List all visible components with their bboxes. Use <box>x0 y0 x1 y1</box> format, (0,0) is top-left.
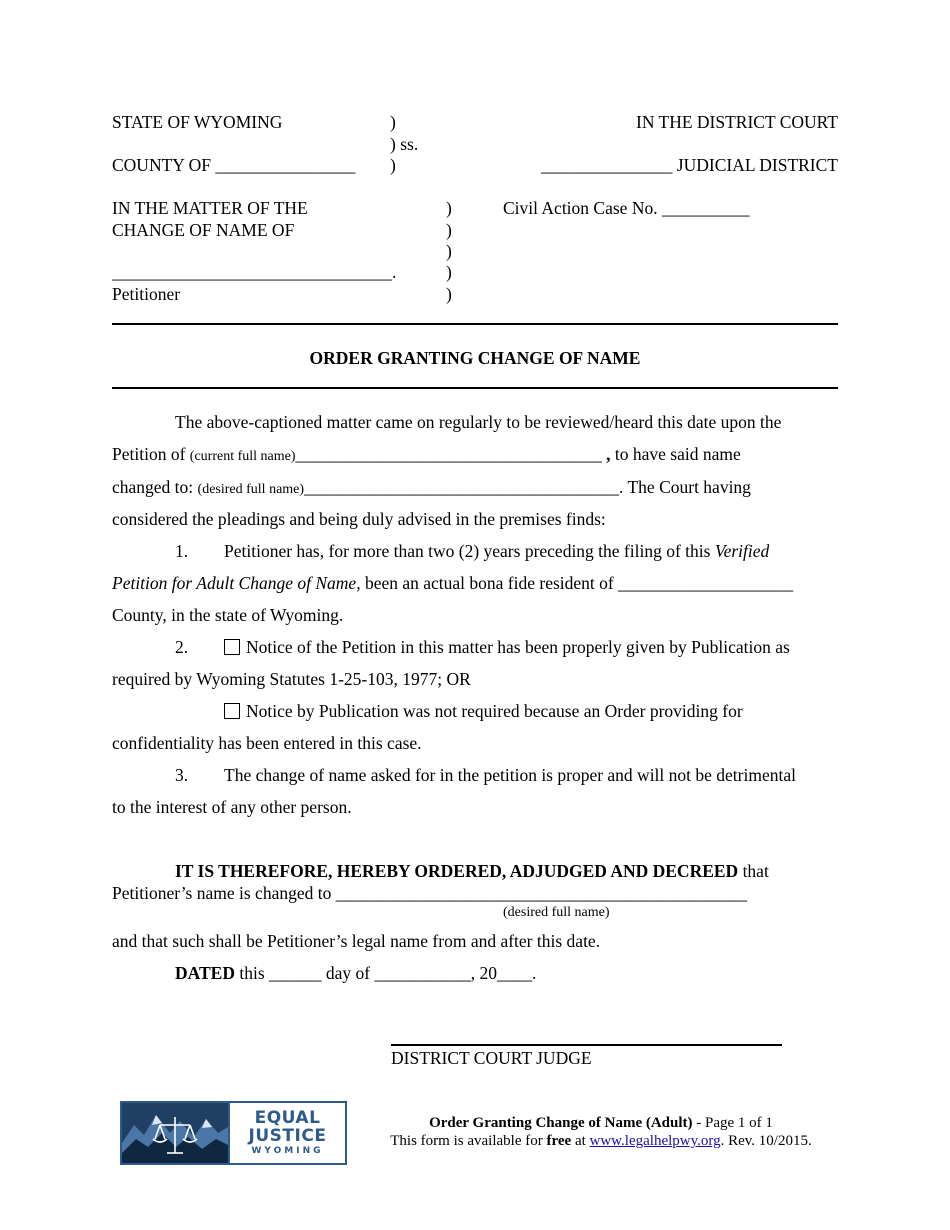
considered-line: considered the pleadings and being duly advised in the premises finds: <box>112 509 606 529</box>
legalhelp-link[interactable]: www.legalhelpwy.org <box>589 1133 721 1149</box>
item-2-number: 2. <box>175 637 189 657</box>
changed-to-text: changed to: <box>112 477 198 497</box>
signature-line <box>391 1044 782 1046</box>
mountain-scales-icon <box>122 1103 228 1163</box>
desired-name-field: ____________________________________ <box>304 477 620 497</box>
matter-line-1: IN THE MATTER OF THE <box>112 198 308 218</box>
case-number-field: Civil Action Case No. __________ <box>503 198 750 218</box>
logo-text-justice: JUSTICE <box>248 1126 327 1146</box>
judge-label: DISTRICT COURT JUDGE <box>391 1048 592 1068</box>
order-that: that <box>738 861 769 881</box>
item-1-italic: Verified <box>714 541 770 561</box>
item-2-option-1-text: Notice of the Petition in this matter has been properly given by Publication as <box>246 637 790 657</box>
changed-to-line <box>112 477 751 499</box>
comma: , <box>601 444 611 464</box>
footer-at: at <box>571 1133 590 1149</box>
dated-fields: this ______ day of ___________, 20____. <box>234 963 537 983</box>
item-1-number: 1. <box>175 541 189 561</box>
item-2-option-2-line-2: confidentiality has been entered in this case. <box>112 733 422 753</box>
order-decree-bold: IT IS THEREFORE, HEREBY ORDERED, ADJUDGED AND DECREED <box>175 861 739 881</box>
legal-name-line: and that such shall be Petitioner’s legal name from and after this date. <box>112 931 601 951</box>
caption-paren: ) <box>446 220 452 240</box>
footer-form-name: Order Granting Change of Name (Adult) <box>429 1115 693 1131</box>
document-title: ORDER GRANTING CHANGE OF NAME <box>309 348 641 368</box>
footer-form-title <box>341 1114 861 1132</box>
logo-mountain-scales-image <box>122 1103 228 1163</box>
footer-page: - Page 1 of 1 <box>692 1115 773 1131</box>
caption-paren: ) <box>390 112 396 132</box>
logo-text-equal: EQUAL <box>254 1108 321 1128</box>
order-line-1 <box>175 861 769 882</box>
item-3-number: 3. <box>175 765 189 785</box>
current-name-field: ___________________________________ <box>295 444 602 464</box>
petition-of-line <box>112 444 741 466</box>
new-name-field: Petitioner’s name is changed to _______________________________________________ <box>112 883 747 903</box>
confidentiality-checkbox[interactable] <box>224 703 240 719</box>
item-3-line-2: to the interest of any other person. <box>112 797 352 817</box>
footer-available-text: This form is available for <box>390 1133 547 1149</box>
item-2-option-1 <box>224 637 790 658</box>
petitioner-name-field: ________________________________. <box>112 262 397 282</box>
matter-line-2: CHANGE OF NAME OF <box>112 220 295 240</box>
desired-name-hint: (desired full name) <box>197 482 305 497</box>
logo-text-wyoming: WYOMING <box>251 1146 324 1156</box>
footer-availability <box>341 1132 861 1150</box>
dated-line <box>175 963 536 984</box>
item-2-option-2 <box>224 701 743 722</box>
caption-paren: ) <box>446 241 452 261</box>
state-label: STATE OF WYOMING <box>112 112 283 132</box>
item-1-line-1 <box>224 541 769 562</box>
current-name-hint: (current full name) <box>189 449 296 464</box>
divider-bottom <box>112 387 838 389</box>
court-having-text: . The Court having <box>619 477 751 497</box>
item-2-option-1-line-2: required by Wyoming Statutes 1-25-103, 1977; OR <box>112 669 471 689</box>
item-3-text: The change of name asked for in the petition is proper and will not be detrimental <box>224 765 796 785</box>
item-1-line-3: County, in the state of Wyoming. <box>112 605 344 625</box>
petition-of-text: Petition of <box>112 444 190 464</box>
item-1-text: Petitioner has, for more than two (2) years preceding the filing of this <box>224 541 715 561</box>
dated-bold: DATED <box>175 963 235 983</box>
judicial-district-field: _______________ JUDICIAL DISTRICT <box>541 155 838 175</box>
item-1-line-2 <box>112 573 793 594</box>
county-field: COUNTY OF ________________ <box>112 155 356 175</box>
to-have-text: to have said name <box>610 444 741 464</box>
footer-free: free <box>546 1133 572 1149</box>
caption-paren: ) <box>446 262 452 282</box>
desired-name-hint: (desired full name) <box>503 905 610 920</box>
divider-top <box>112 323 838 325</box>
ss-label: ) ss. <box>390 134 419 154</box>
publication-checkbox[interactable] <box>224 639 240 655</box>
intro-line: The above-captioned matter came on regularly to be reviewed/heard this date upon the <box>175 412 782 432</box>
equal-justice-logo <box>120 1101 347 1165</box>
item-2-option-2-text: Notice by Publication was not required because an Order providing for <box>246 701 743 721</box>
logo-text <box>228 1103 345 1163</box>
footer-revision: . Rev. 10/2015. <box>720 1133 812 1149</box>
caption-paren: ) <box>446 284 452 304</box>
petition-title-italic: Petition for Adult Change of Name <box>112 573 357 593</box>
resident-county-field: , been an actual bona fide resident of ____________________ <box>356 573 794 593</box>
caption-paren: ) <box>446 198 452 218</box>
court-label: IN THE DISTRICT COURT <box>636 112 838 132</box>
caption-paren: ) <box>390 155 396 175</box>
petitioner-label: Petitioner <box>112 284 181 304</box>
